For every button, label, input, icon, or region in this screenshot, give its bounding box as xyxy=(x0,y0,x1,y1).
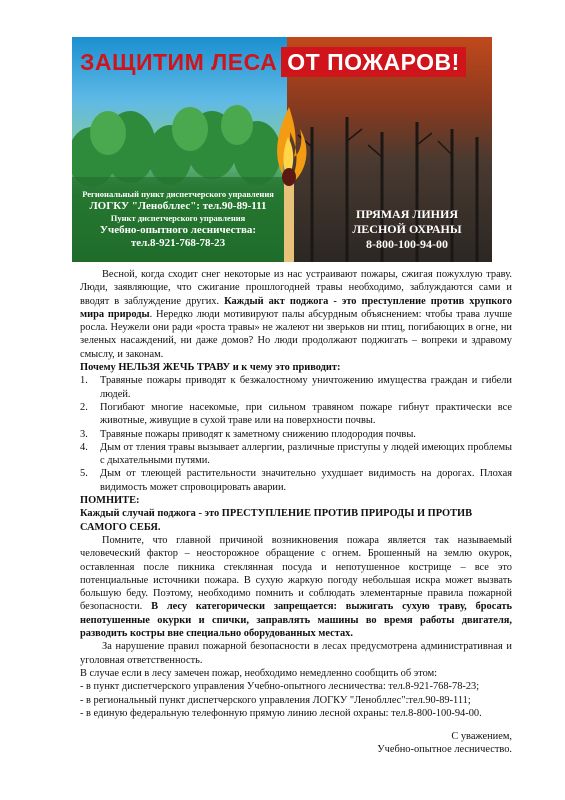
list-item xyxy=(80,441,512,468)
reasons-list xyxy=(80,374,512,494)
dispatch-line-4: Учебно-опытного лесничества: xyxy=(99,224,257,236)
signature xyxy=(80,730,512,757)
hotline-box xyxy=(332,207,482,252)
document-body xyxy=(80,268,512,757)
contact-line-3: - в единую федеральную телефонную прямую линию лесной охраны: тел.8-800-100-94-00. xyxy=(80,707,482,719)
list-text: Дым от тления травы вызывает аллергии, различные приступы у людей имеющих проблемы с дыхательными путями. xyxy=(100,441,512,467)
list-number: 3. xyxy=(80,428,88,440)
hotline-line-2: ЛЕСНОЙ ОХРАНЫ xyxy=(352,222,462,236)
intro-text: Весной, когда сходит снег некоторые из нас устраивают пожары, сжигая пожухлую траву. Люди, заявляющие, что сжигание прошлогодней травы необходимо, заблуждаются сами и вводят в заблуждение других. xyxy=(80,269,512,307)
dispatch-line-5: тел.8-921-768-78-23 xyxy=(130,237,226,249)
list-number: 5. xyxy=(80,468,88,480)
dispatch-line-1: Региональный пункт диспетчерского управления xyxy=(82,189,274,199)
contact-line-1: - в пункт диспетчерского управления Учебно-опытного лесничества: тел.8-921-768-78-23; xyxy=(80,681,480,693)
list-item xyxy=(80,401,512,428)
list-number: 1. xyxy=(80,375,88,387)
intro-text-2: . Нередко люди мотивируют палы абсурдным объяснением: чтобы трава лучше росла. Неужели они ради «роста травы» не жалеют ни зверьков ни птиц, погибающих в огне, ни зеленых насаждений, ни даже домов? Но люди продолжают поджигать – вопреки и здравому смыслу, и законам. xyxy=(80,308,512,360)
title-part-2: ОТ ПОЖАРОВ! xyxy=(281,47,466,77)
list-item xyxy=(80,374,512,401)
cause-paragraph xyxy=(80,534,512,640)
crime-statement: Каждый случай поджога - это ПРЕСТУПЛЕНИЕ ПРОТИВ ПРИРОДЫ И ПРОТИВ САМОГО СЕБЯ. xyxy=(80,508,473,533)
list-text: Травяные пожары приводят к заметному снижению плодородия почвы. xyxy=(100,428,416,440)
cause-text: Помните, что главной причиной возникновения пожара является так называемый человеческий фактор – неосторожное обращение с огнем. Брошенный на землю окурок, оставленная после пикника стеклянная посуда и непотушенное кострище – все это потенциальные источники пожара. В сухую жаркую погоду небольшая искра может вызвать большую беду. Поэтому, необходимо помнить и соблюдать элементарные правила пожарной безопасности. xyxy=(80,534,512,613)
dispatch-contacts xyxy=(78,189,278,250)
intro-bold: Каждый акт поджога - это преступление против хрупкого мира природы xyxy=(80,295,513,320)
list-number: 2. xyxy=(80,401,88,413)
dispatch-line-2: ЛОГКУ "Ленобллес": тел.90-89-111 xyxy=(89,200,267,212)
hotline-line-1: ПРЯМАЯ ЛИНИЯ xyxy=(356,207,458,221)
list-item xyxy=(80,428,512,441)
contact-line-2: - в региональный пункт диспетчерского управления ЛОГКУ "Ленобллес":тел.90-89-111; xyxy=(80,694,471,706)
title-part-1: ЗАЩИТИМ ЛЕСА xyxy=(80,49,278,75)
remember-heading: ПОМНИТЕ: xyxy=(80,495,140,507)
liability-paragraph: За нарушение правил пожарной безопасности в лесах предусмотрена административная и уголовная ответственность. xyxy=(80,641,512,666)
cause-bold: В лесу категорически запрещается: выжигать сухую траву, бросать непотушенные окурки и спички, заправлять машины во время работы двигателя, разводить костры вне специально оборудованных местах. xyxy=(80,601,512,640)
intro-paragraph xyxy=(80,268,512,361)
list-text: Погибают многие насекомые, при сильном травяном пожаре гибнут практически все животные, живущие в сухой траве или на поверхности почвы. xyxy=(100,401,512,427)
list-number: 4. xyxy=(80,441,88,453)
list-text: Дым от тлеющей растительности значительно ухудшает видимость на дорогах. Плохая видимость может спровоцировать аварии. xyxy=(100,468,512,493)
hotline-phone: 8-800-100-94-00 xyxy=(366,237,448,251)
why-heading: Почему НЕЛЬЗЯ ЖЕЧЬ ТРАВУ и к чему это приводит: xyxy=(80,362,341,374)
poster-banner xyxy=(72,37,492,262)
list-item xyxy=(80,467,512,494)
signature-line-1: С уважением, xyxy=(451,731,512,743)
report-intro: В случае если в лесу замечен пожар, необходимо немедленно сообщить об этом: xyxy=(80,667,438,679)
dispatch-line-3: Пункт диспетчерского управления xyxy=(110,213,246,223)
banner-title xyxy=(80,49,484,76)
list-text: Травяные пожары приводят к безжалостному уничтожению имущества граждан и гибели людей. xyxy=(100,375,512,400)
signature-line-2: Учебно-опытное лесничество. xyxy=(377,744,512,756)
